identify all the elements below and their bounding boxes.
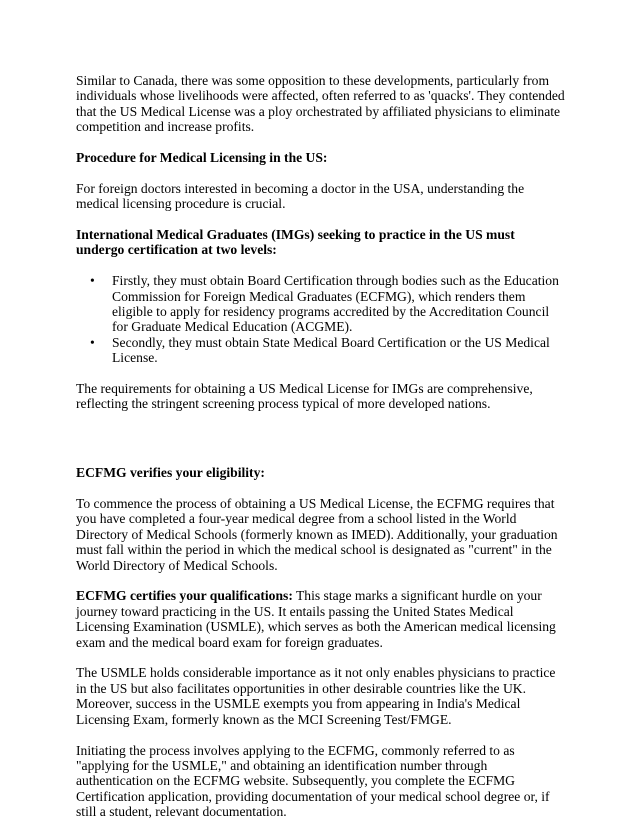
heading-procedure: Procedure for Medical Licensing in the US:: [76, 150, 328, 166]
list-item: [90, 273, 566, 335]
heading-img-certification: International Medical Graduates (IMGs) seeking to practice in the US must undergo certification at two levels:: [76, 227, 515, 258]
bullet-icon: •: [90, 334, 95, 350]
heading-ecfmg-eligibility: ECFMG verifies your eligibility:: [76, 465, 265, 481]
paragraph-quacks-opposition: Similar to Canada, there was some opposition to these developments, particularly from individuals whose livelihoods were affected, often referred to as 'quacks'. They contended that the US Medical License was a ploy orchestrated by affiliated physicians to eliminate competition and increase profits.: [76, 73, 565, 135]
bullet-icon: •: [90, 273, 95, 289]
inline-heading-ecfmg-certifies: ECFMG certifies your qualifications:: [76, 588, 293, 604]
paragraph-usmle-importance: The USMLE holds considerable importance as it not only enables physicians to practice in the US but also facilitates opportunities in other desirable countries like the UK. Moreover, success in the USMLE exempts you from appearing in India's Medical Licensing Exam, formerly known as the MCI Screening Test/FMGE.: [76, 665, 556, 727]
paragraph-requirements: The requirements for obtaining a US Medical License for IMGs are comprehensive, reflecting the stringent screening process typical of more developed nations.: [76, 381, 533, 412]
spacer: [76, 427, 566, 465]
paragraph-foreign-doctors: For foreign doctors interested in becoming a doctor in the USA, understanding the medical licensing procedure is crucial.: [76, 180, 525, 212]
list-item-text: Firstly, they must obtain Board Certification through bodies such as the Education Commission for Foreign Medical Graduates (ECFMG), which renders them eligible to apply for residency programs accredited by the Accreditation Council for Graduate Medical Education (ACGME).: [112, 273, 559, 335]
certification-list: [76, 273, 566, 365]
list-item-text: Secondly, they must obtain State Medical Board Certification or the US Medical License.: [112, 334, 550, 366]
list-item: [90, 334, 566, 366]
document-page: [76, 73, 566, 835]
paragraph-usmle-intro: This stage marks a significant hurdle on your journey toward practicing in the US. It entails passing the United States Medical Licensing Examination (USMLE), which serves as both the American medical licensing exam and the medical board exam for foreign graduates.: [76, 588, 556, 650]
paragraph-application-process: Initiating the process involves applying to the ECFMG, commonly referred to as "applying for the USMLE," and obtaining an identification number through authentication on the ECFMG website. Subsequently, you complete the ECFMG Certification application, providing documentation of your medical school degree or, if still a student, relevant documentation.: [76, 742, 550, 820]
paragraph-eligibility-details: To commence the process of obtaining a US Medical License, the ECFMG requires that you have completed a four-year medical degree from a school listed in the World Directory of Medical Schools (formerly known as IMED). Additionally, your graduation must fall within the period in which the medical school is designated as "current" in the World Directory of Medical Schools.: [76, 496, 558, 573]
paragraph-ecfmg-certifies: [76, 588, 566, 650]
